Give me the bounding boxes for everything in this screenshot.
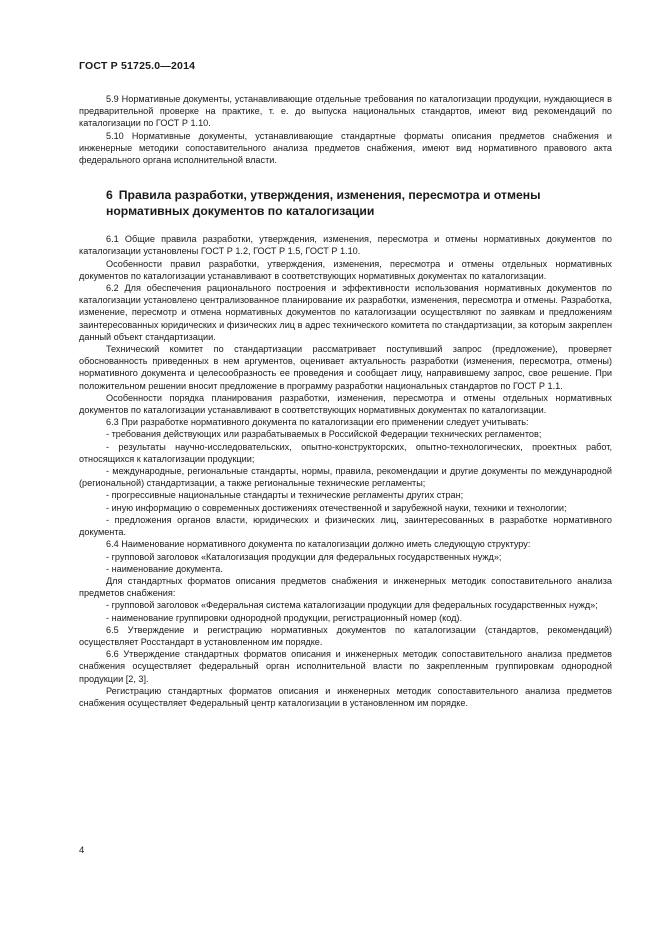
paragraph: Для стандартных форматов описания предметов снабжения и инженерных методик сопоставительного анализа предметов снабжения: [79,575,612,599]
list-item: - требования действующих или разрабатываемых в Российской Федерации технических регламентов; [106,429,542,440]
list-item: - иную информацию о современных достижениях отечественной и зарубежной науки, техники и технологии; [106,502,567,513]
list-item: - групповой заголовок «Каталогизация продукции для федеральных государственных нужд»; [106,551,502,562]
list-item: - прогрессивные национальные стандарты и технические регламенты других стран; [106,490,464,501]
list-item: - наименование документа. [106,563,223,574]
section-number: 6 [106,188,113,203]
paragraph: Особенности порядка планирования разработки, изменения, пересмотра и отмены отдельных нормативных документов по каталогизации устанавливают в соответствующих нормативных документах по каталогизации. [79,392,612,416]
list-item: - предложения органов власти, юридических и физических лиц, заинтересованных в разработке нормативного документа. [79,514,612,538]
paragraph-6-6: 6.6 Утверждение стандартных форматов описания и инженерных методик сопоставительного анализа предметов снабжения осуществляет федеральный орган исполнительной власти по закрепленным группировкам однородной продукции [2, 3]. [79,649,612,684]
paragraph: Особенности правил разработки, утверждения, изменения, пересмотра и отмены отдельных нормативных документов по каталогизации устанавливают в соответствующих нормативных документах по каталогизации. [79,258,612,281]
list-item: - международные, региональные стандарты, нормы, правила, рекомендации и другие документы по международной (региональной) стандартизации, а также региональные технические регламенты; [79,466,612,489]
list-item: - наименование группировки однородной продукции, регистрационный номер (код). [106,612,462,623]
document-body [79,93,612,709]
paragraph-6-3: 6.3 При разработке нормативного документа по каталогизации его применении следует учитывать: [106,417,529,428]
document-header: ГОСТ Р 51725.0—2014 [79,60,196,72]
paragraph-5-10: 5.10 Нормативные документы, устанавливающие стандартные форматы описания предметов снабжения и инженерные методики сопоставительного анализа предметов снабжения, имеют вид нормативного правового акта федерального органа исполнительной власти. [79,130,612,166]
paragraph: Регистрацию стандартных форматов описания и инженерных методик сопоставительного анализа предметов снабжения осуществляет Федеральный центр каталогизации в установленном им порядке. [79,685,612,708]
paragraph-6-2: 6.2 Для обеспечения рационального построения и эффективности использования нормативных документов по каталогизации установлено централизованное планирование их разработки, изменения, пересмотра и отмены. Разработка, изменение, пересмотр и отмена нормативных документов по каталогизации осуществляют по заявкам и предложениям заинтересованных юридических и физических лиц в адрес технического комитета по стандартизации, за которым закреплен данный объект стандартизации. [79,283,612,342]
page-number: 4 [79,845,85,856]
paragraph-6-1: 6.1 Общие правила разработки, утверждения, изменения, пересмотра и отмены нормативных документов по каталогизации установлены ГОСТ Р 1.2, ГОСТ Р 1.5, ГОСТ Р 1.10. [79,234,612,257]
paragraph: Технический комитет по стандартизации рассматривает поступивший запрос (предложение), проверяет обоснованность приведенных в нем аргументов, оценивает актуальность разработки (изменения, пересмотра, отмены) нормативного документа и целесообразность ее проведения и сообщает лицу, направившему запрос, свое решение. При положительном решении вносит предложение в программу разработки национальных стандартов по ГОСТ Р 1.1. [79,344,612,391]
paragraph-6-5: 6.5 Утверждение и регистрацию нормативных документов по каталогизации (стандартов, рекомендаций) осуществляет Росстандарт в установленном им порядке. [79,624,612,647]
section-title-text: Правила разработки, утверждения, изменения, пересмотра и отмены нормативных документов по каталогизации [106,188,541,219]
section-heading [79,187,612,219]
list-item: - групповой заголовок «Федеральная система каталогизации продукции для федеральных государственных нужд»; [106,600,598,611]
list-item: - результаты научно-исследовательских, опытно-конструкторских, опытно-технологических, проектных работ, относящихся к каталогизации продукции; [79,441,612,464]
paragraph-5-9: 5.9 Нормативные документы, устанавливающие отдельные требования по каталогизации продукции, нуждающиеся в предварительной проверке на практике, т. е. до выпуска национальных стандартов, имеют вид рекомендаций по каталогизации по ГОСТ Р 1.10. [79,94,612,129]
paragraph-6-4: 6.4 Наименование нормативного документа по каталогизации должно иметь следующую структуру: [106,539,531,550]
